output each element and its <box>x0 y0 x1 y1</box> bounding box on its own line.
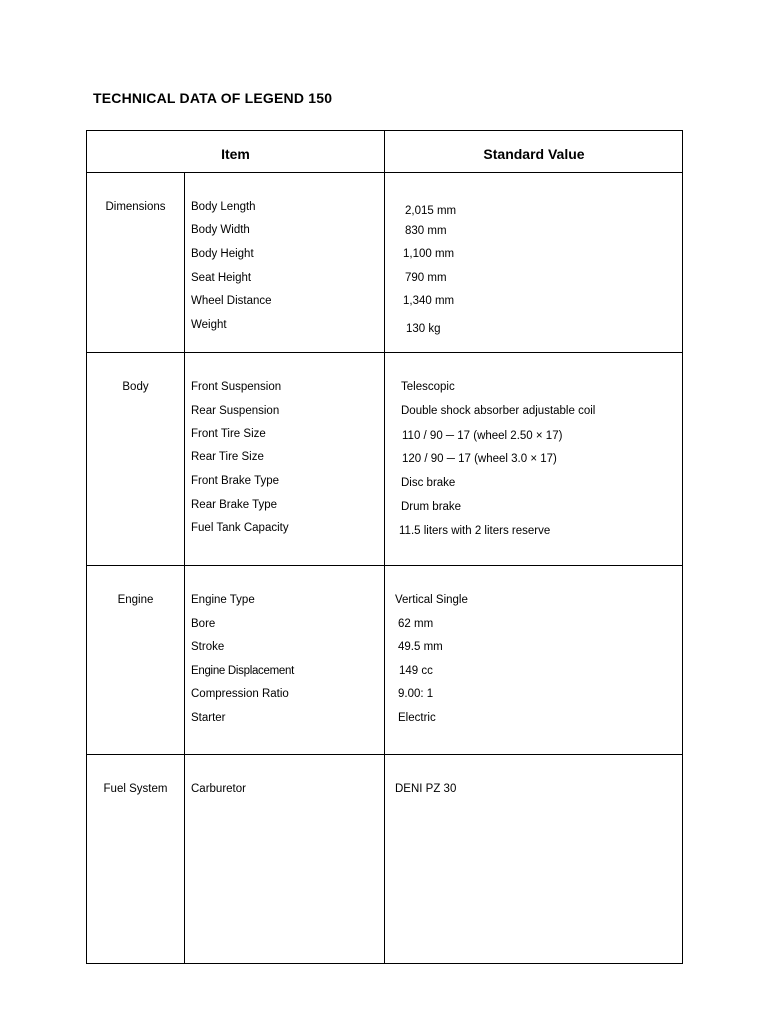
item-starter: Starter <box>191 712 226 724</box>
value-stroke: 49.5 mm <box>398 641 443 653</box>
value-carburetor: DENI PZ 30 <box>395 783 457 795</box>
value-engine-type: Vertical Single <box>395 594 468 606</box>
value-seat-height: 790 mm <box>405 272 447 284</box>
value-rear-tire-size: 120 / 90 ─ 17 (wheel 3.0 × 17) <box>402 453 557 465</box>
value-weight: 130 kg <box>406 323 441 335</box>
spec-table <box>86 130 683 964</box>
item-rear-brake-type: Rear Brake Type <box>191 499 278 511</box>
item-compression-ratio: Compression Ratio <box>191 688 289 700</box>
item-front-brake-type: Front Brake Type <box>191 475 279 487</box>
item-weight: Weight <box>191 319 227 331</box>
category-body: Body <box>122 381 149 393</box>
value-starter: Electric <box>398 712 436 724</box>
column-divider-value <box>384 131 385 963</box>
value-front-suspension: Telescopic <box>401 381 455 393</box>
page-title: TECHNICAL DATA OF LEGEND 150 <box>93 90 333 106</box>
value-wheel-distance: 1,340 mm <box>403 295 455 307</box>
header-standard-value: Standard Value <box>483 146 585 162</box>
item-rear-tire-size: Rear Tire Size <box>191 451 264 463</box>
item-fuel-tank-capacity: Fuel Tank Capacity <box>191 522 289 534</box>
category-dimensions: Dimensions <box>105 201 166 213</box>
item-engine-type: Engine Type <box>191 594 255 606</box>
item-carburetor: Carburetor <box>191 783 246 795</box>
column-divider-category <box>184 172 185 963</box>
value-front-brake-type: Disc brake <box>401 477 456 489</box>
value-front-tire-size: 110 / 90 ─ 17 (wheel 2.50 × 17) <box>402 430 563 442</box>
category-fuel-system: Fuel System <box>103 783 168 795</box>
item-bore: Bore <box>191 618 216 630</box>
value-compression-ratio: 9.00: 1 <box>398 688 434 700</box>
item-front-tire-size: Front Tire Size <box>191 428 266 440</box>
value-body-height: 1,100 mm <box>403 248 455 260</box>
category-engine: Engine <box>117 594 154 606</box>
value-fuel-tank-capacity: 11.5 liters with 2 liters reserve <box>399 525 551 537</box>
item-body-width: Body Width <box>191 224 250 236</box>
value-body-width: 830 mm <box>405 225 447 237</box>
value-body-length: 2,015 mm <box>405 205 457 217</box>
item-body-length: Body Length <box>191 201 256 213</box>
item-front-suspension: Front Suspension <box>191 381 282 393</box>
item-seat-height: Seat Height <box>191 272 252 284</box>
item-rear-suspension: Rear Suspension <box>191 405 280 417</box>
value-bore: 62 mm <box>398 618 434 630</box>
value-rear-brake-type: Drum brake <box>401 501 462 513</box>
item-wheel-distance: Wheel Distance <box>191 295 272 307</box>
item-engine-displacement: Engine Displacement <box>191 665 294 677</box>
item-body-height: Body Height <box>191 248 254 260</box>
header-item: Item <box>221 146 250 162</box>
item-stroke: Stroke <box>191 641 225 653</box>
value-engine-displacement: 149 cc <box>399 665 433 677</box>
value-rear-suspension: Double shock absorber adjustable coil <box>401 405 596 417</box>
